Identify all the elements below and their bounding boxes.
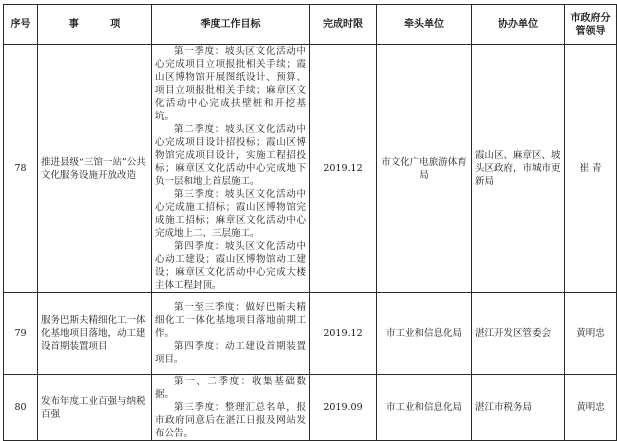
header-item: 事 项 [38, 5, 152, 45]
goal-q2: 第二季度：坡头区文化活动中心完成项目设计招投标；霞山区博物馆完成项目设计，实施工程招投标；麻章区文化活动中心完成地下负一层和地上首层施工。 [155, 124, 306, 187]
header-date: 完成时限 [310, 5, 377, 45]
row-item-text: 发布年度工业百强与纳税百强 [41, 395, 146, 420]
row-item-text: 推进县级“三馆一站”公共文化服务设施开放改造 [41, 156, 146, 181]
row-item-text: 服务巴斯夫精细化工一体化基地项目落地，动工建设首期装置项目 [41, 315, 146, 352]
row-leader: 崔 青 [565, 45, 617, 293]
row-lead-text: 市工业和信息化局 [385, 328, 462, 339]
row-date: 2019.12 [310, 45, 377, 293]
row-item [38, 375, 152, 441]
header-assist: 协办单位 [472, 5, 565, 45]
row-item [38, 45, 152, 293]
row-assist [472, 293, 565, 375]
goal-q4: 第四季度：坡头区文化活动中心动工建设；霞山区博物馆动工建设；麻章区文化活动中心完成大楼主体工程封顶。 [155, 241, 306, 291]
row-assist-text: 湛江开发区管委会 [475, 328, 552, 339]
goal-q3: 第三季度：整理汇总名单，报市政府同意后在湛江日报及网站发布公告。 [155, 402, 306, 439]
row-lead-text: 市文化广电旅游体育局 [381, 156, 467, 181]
row-lead [377, 293, 472, 375]
table-row [4, 45, 617, 293]
row-lead [377, 45, 472, 293]
work-plan-table [3, 4, 617, 441]
header-leader: 市政府分管领导 [565, 5, 617, 45]
goal-q4: 第四季度：动工建设首期装置项目。 [155, 341, 306, 365]
row-leader: 黄明忠 [565, 293, 617, 375]
goal-q1-q2: 第一、二季度：收集基础数据。 [155, 376, 306, 400]
row-assist-text: 湛江市税务局 [475, 402, 533, 413]
row-assist [472, 375, 565, 441]
row-goals [152, 375, 310, 441]
row-date: 2019.12 [310, 293, 377, 375]
row-no: 78 [4, 45, 38, 293]
row-no: 80 [4, 375, 38, 441]
header-goal: 季度工作目标 [152, 5, 310, 45]
goal-q1: 第一季度：坡头区文化活动中心完成项目立项报批相关手续；霞山区博物馆开展图纸设计、预算、项目立项报批相关手续；麻章区文化活动中心完成扶壁桩和开挖基坑。 [155, 46, 306, 122]
row-no: 79 [4, 293, 38, 375]
row-item [38, 293, 152, 375]
row-goals [152, 45, 310, 293]
table-row [4, 293, 617, 375]
row-lead [377, 375, 472, 441]
goal-q1-q3: 第一至三季度：做好巴斯夫精细化工一体化基地项目落地前期工作。 [155, 302, 306, 339]
goal-q3: 第三季度：坡头区文化活动中心完成施工招标；霞山区博物馆完成施工招标；麻章区文化活动中心完成地上二、三层施工。 [155, 189, 306, 239]
work-plan-table-page [3, 4, 611, 439]
row-date: 2019.09 [310, 375, 377, 441]
header-no: 序号 [4, 5, 38, 45]
row-assist [472, 45, 565, 293]
table-row [4, 375, 617, 441]
row-lead-text: 市工业和信息化局 [385, 402, 462, 413]
row-goals [152, 293, 310, 375]
header-lead: 牵头单位 [377, 5, 472, 45]
row-leader: 黄明忠 [565, 375, 617, 441]
row-assist-text: 霞山区、麻章区、坡头区政府，市城市更新局 [475, 150, 561, 187]
table-header-row [4, 5, 617, 45]
